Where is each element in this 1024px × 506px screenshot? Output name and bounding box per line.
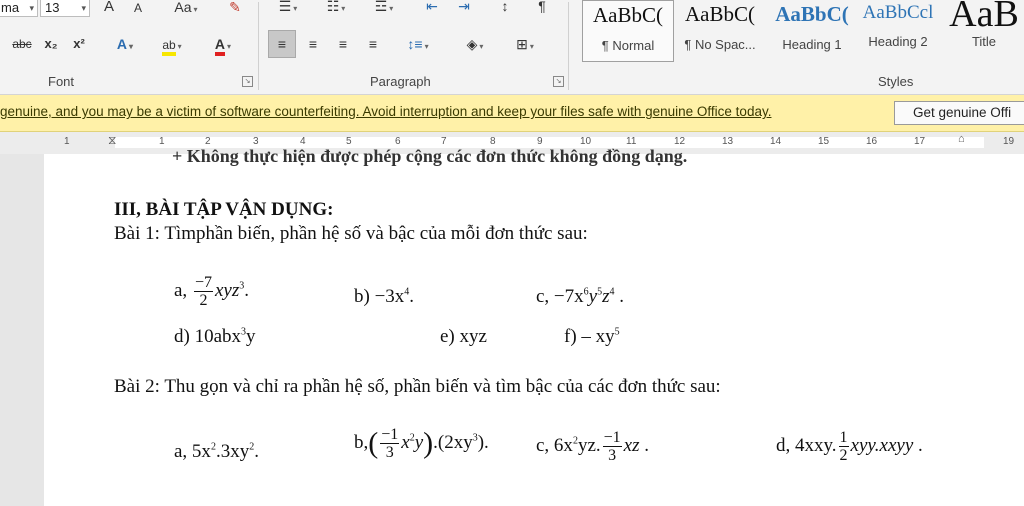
fraction-denominator: 3 bbox=[385, 444, 394, 461]
font-size-combo[interactable] bbox=[40, 0, 90, 17]
numbering-icon: ☷ bbox=[326, 0, 340, 14]
item-label: b, bbox=[354, 431, 369, 453]
exponent: 2 bbox=[572, 435, 578, 447]
math-term: z bbox=[602, 286, 610, 307]
ex1-item-e: e) xyz bbox=[440, 326, 487, 347]
math-term: xz bbox=[623, 434, 640, 456]
style-heading-1[interactable] bbox=[766, 0, 858, 62]
fraction-numerator: −1 bbox=[603, 429, 621, 446]
chevron-down-icon: ▾ bbox=[227, 42, 232, 51]
style-no-spacing[interactable] bbox=[674, 0, 766, 62]
align-right-icon[interactable]: ≡ bbox=[338, 36, 348, 52]
font-group-label: Font bbox=[48, 74, 75, 89]
exponent: 3 bbox=[472, 432, 478, 444]
ex2-item-a: a, $5x^2.3xy^2$. bbox=[174, 441, 259, 462]
ruler-number: 11 bbox=[626, 136, 637, 147]
message-bar-link[interactable]: genuine, and you may be a victim of software counterfeiting. Avoid interruption and keep your files safe with genuine Office today. bbox=[0, 104, 772, 119]
strikethrough-button[interactable]: abc bbox=[12, 37, 32, 51]
fraction-numerator: −1 bbox=[381, 426, 399, 443]
highlight-label: ab bbox=[162, 38, 175, 56]
decrease-indent-icon[interactable]: ⇤ bbox=[426, 0, 438, 14]
chevron-down-icon: ▾ bbox=[529, 42, 534, 51]
ex1-item-d bbox=[174, 326, 256, 348]
math-term: .(2xy bbox=[433, 431, 473, 453]
change-case-button[interactable] bbox=[166, 0, 206, 18]
grow-font-button[interactable]: A bbox=[103, 0, 114, 15]
style-name: Heading 2 bbox=[868, 34, 928, 49]
clear-formatting-icon[interactable]: ✎ bbox=[229, 0, 241, 15]
exponent: 4 bbox=[404, 286, 410, 298]
chevron-down-icon: ▾ bbox=[424, 42, 429, 51]
shading-button[interactable] bbox=[454, 33, 496, 55]
chevron-down-icon: ▾ bbox=[389, 4, 394, 13]
ruler-number: 14 bbox=[770, 136, 782, 147]
paren-close: ) bbox=[423, 426, 434, 460]
increase-indent-icon[interactable]: ⇥ bbox=[458, 0, 470, 14]
chevron-down-icon: ▾ bbox=[177, 42, 182, 51]
ruler-number: 10 bbox=[580, 136, 592, 147]
ruler-number: 19 bbox=[1003, 136, 1015, 147]
indent-marker-icon[interactable]: ⧖ bbox=[108, 133, 117, 147]
fraction bbox=[603, 429, 622, 464]
sort-icon[interactable]: ↕ bbox=[501, 0, 509, 14]
style-name: Heading 1 bbox=[782, 37, 842, 52]
ruler-number: 2 bbox=[205, 136, 211, 147]
line-spacing-icon: ↕≡ bbox=[407, 36, 423, 52]
change-case-label: Aa bbox=[174, 0, 192, 15]
ex1-item-b: $b) -3x^4$. bbox=[354, 286, 415, 307]
exponent: 3 bbox=[239, 280, 245, 292]
text-effects-button[interactable] bbox=[106, 33, 144, 55]
group-separator bbox=[568, 2, 569, 90]
exponent: 5 bbox=[597, 286, 603, 298]
math-term: d) 10abx bbox=[174, 326, 242, 347]
bullets-icon: ☰ bbox=[278, 0, 292, 14]
ruler-number: 7 bbox=[441, 136, 447, 147]
ruler-number: 13 bbox=[722, 136, 734, 147]
subscript-button[interactable]: x₂ bbox=[44, 36, 58, 51]
math-term: d, 4xxy. bbox=[776, 434, 837, 456]
font-size-value: 13 bbox=[45, 0, 60, 15]
style-preview: AaBbC( bbox=[685, 2, 755, 26]
math-term: yz. bbox=[577, 434, 601, 456]
style-name: ¶ Normal bbox=[601, 38, 655, 53]
font-dialog-launcher-icon[interactable]: ↘ bbox=[242, 76, 253, 87]
exponent: 2 bbox=[210, 441, 216, 453]
group-separator bbox=[258, 2, 259, 90]
math-term: f) – xy bbox=[564, 326, 615, 347]
chevron-down-icon: ▾ bbox=[129, 42, 134, 51]
ruler-number: 17 bbox=[914, 136, 926, 147]
math-term: c, 6x bbox=[536, 434, 573, 456]
exponent: 5 bbox=[614, 326, 620, 338]
item-label: a, bbox=[174, 279, 188, 301]
document-page[interactable] bbox=[44, 146, 1024, 506]
math-term: xyy.xxyy bbox=[850, 434, 914, 456]
fraction-denominator: 2 bbox=[199, 292, 208, 309]
right-indent-marker-icon[interactable]: ⌂ bbox=[958, 133, 965, 145]
paren-open: ( bbox=[368, 426, 379, 460]
fraction-numerator: −7 bbox=[194, 274, 212, 291]
style-heading-2[interactable] bbox=[852, 0, 944, 62]
fraction-denominator: 2 bbox=[839, 447, 848, 464]
fraction bbox=[839, 429, 849, 464]
chevron-down-icon: ▾ bbox=[479, 42, 484, 51]
style-preview: AaB bbox=[949, 0, 1019, 35]
chevron-down-icon: ▾ bbox=[193, 5, 198, 14]
style-preview: AaBbCcl bbox=[862, 2, 934, 23]
ex2-item-d: d, 4xxy. $\frac{1}{2}$ xyy.xxyy . bbox=[776, 429, 923, 464]
math-term: y bbox=[588, 286, 598, 307]
ex2-item-b: b,( $\frac{-1}{3}$ $x^2y).(2xy^3)$. bbox=[354, 426, 489, 461]
ruler-number: 9 bbox=[537, 136, 543, 147]
superscript-button[interactable]: x² bbox=[73, 36, 85, 51]
font-name-value: ma bbox=[1, 0, 20, 15]
paragraph-group-label: Paragraph bbox=[370, 74, 431, 89]
style-title[interactable] bbox=[944, 0, 1024, 62]
style-preview: AaBbC( bbox=[775, 2, 849, 26]
ex2-item-c: c, $6x^2yz$. $\frac{-1}{3}$ xz . bbox=[536, 429, 649, 464]
exponent: 6 bbox=[583, 286, 589, 298]
math-term: x bbox=[401, 431, 410, 453]
ruler-number: 12 bbox=[674, 136, 686, 147]
style-preview: AaBbC( bbox=[593, 3, 663, 27]
cut-off-line: + Không thực hiện được phép cộng các đơn thức không đồng dạng. bbox=[172, 146, 688, 166]
exercise-2-title: Bài 2: Thu gọn và chỉ ra phần hệ số, phần biến và tìm bậc của các đơn thức sau: bbox=[114, 376, 721, 397]
fraction bbox=[380, 426, 399, 461]
show-formatting-marks-icon[interactable]: ¶ bbox=[538, 0, 546, 14]
exponent: 3 bbox=[241, 326, 247, 338]
chevron-down-icon: ▾ bbox=[293, 4, 298, 13]
ruler-number: 6 bbox=[395, 136, 401, 147]
line-spacing-button[interactable] bbox=[398, 33, 438, 55]
fraction bbox=[194, 274, 213, 309]
bullets-button[interactable] bbox=[270, 0, 306, 17]
ex1-item-c: c, $-7x^6y^5z^4$ . bbox=[536, 286, 624, 307]
font-name-combo[interactable] bbox=[0, 0, 38, 17]
styles-group-label: Styles bbox=[878, 74, 914, 89]
style-name: ¶ No Spac... bbox=[684, 37, 756, 52]
justify-icon[interactable]: ≡ bbox=[368, 36, 378, 52]
get-genuine-office-button[interactable]: Get genuine Offi bbox=[894, 101, 1024, 125]
math-term: a, 5x bbox=[174, 441, 211, 462]
paragraph-dialog-launcher-icon[interactable]: ↘ bbox=[553, 76, 564, 87]
ruler-number: 3 bbox=[253, 136, 259, 147]
ribbon bbox=[0, 0, 1024, 95]
exponent: 2 bbox=[409, 432, 415, 444]
math-term: c, −7x bbox=[536, 286, 584, 307]
math-term: y bbox=[414, 431, 424, 453]
chevron-down-icon: ▾ bbox=[29, 3, 34, 13]
chevron-down-icon: ▾ bbox=[81, 3, 86, 13]
style-normal[interactable] bbox=[582, 0, 674, 62]
fraction-denominator: 3 bbox=[608, 447, 617, 464]
section-heading: III, BÀI TẬP VẬN DỤNG: bbox=[114, 199, 334, 220]
ruler-number: 1 bbox=[64, 136, 70, 147]
ruler-number: 16 bbox=[866, 136, 878, 147]
chevron-down-icon: ▾ bbox=[341, 4, 346, 13]
exercise-1-title: Bài 1: Tìmphần biến, phần hệ số và bậc của mỗi đơn thức sau: bbox=[114, 223, 588, 244]
ex1-item-f bbox=[564, 326, 620, 348]
font-color-label: A bbox=[215, 36, 225, 56]
fraction-numerator: 1 bbox=[839, 429, 848, 446]
math-term: .3xy bbox=[215, 441, 250, 462]
shading-icon: ◈ bbox=[466, 36, 478, 52]
multilevel-list-button[interactable] bbox=[364, 0, 404, 17]
multilevel-list-icon: ☲ bbox=[374, 0, 388, 14]
exponent: 4 bbox=[609, 286, 615, 298]
math-term: b) −3x bbox=[354, 286, 405, 307]
ruler-number: 5 bbox=[346, 136, 352, 147]
align-center-icon[interactable]: ≡ bbox=[308, 36, 318, 52]
borders-button[interactable] bbox=[504, 33, 546, 55]
font-color-button[interactable] bbox=[202, 33, 244, 55]
text-effects-label: A bbox=[116, 36, 128, 52]
style-name: Title bbox=[971, 34, 997, 49]
numbering-button[interactable] bbox=[316, 0, 356, 17]
message-bar bbox=[0, 95, 1024, 132]
align-left-icon[interactable]: ≡ bbox=[268, 30, 296, 58]
ex1-item-a: a, $\frac{-7}{2}$ xyz$^3$. bbox=[174, 274, 249, 309]
borders-icon: ⊞ bbox=[516, 36, 528, 52]
highlight-button[interactable] bbox=[152, 33, 192, 55]
ruler-number: 4 bbox=[300, 136, 306, 147]
math-term: y bbox=[246, 326, 256, 347]
ruler-number: 8 bbox=[490, 136, 496, 147]
math-term: xyz bbox=[214, 279, 240, 301]
ruler-number: 1 bbox=[159, 136, 165, 147]
ruler-number: 15 bbox=[818, 136, 830, 147]
shrink-font-button[interactable]: A bbox=[133, 1, 142, 15]
exponent: 2 bbox=[249, 441, 255, 453]
